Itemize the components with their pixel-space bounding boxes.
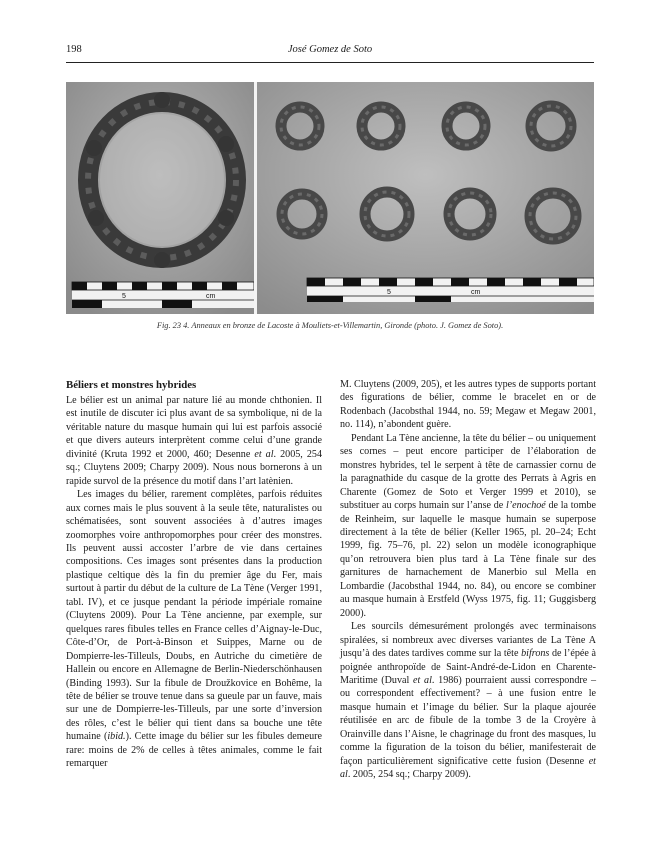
left-column bbox=[66, 378, 322, 771]
scale-unit-left: cm bbox=[206, 293, 216, 300]
paragraph: Le bélier est un animal par nature lié au monde chthonien. Il est inutile de discuter ici plus avant de sa symbolique, ni de la véritable nature du masque humain qui lui est parfois associé et que divers auteurs interprètent comme celui d’une grande divinité (Kruta 1992 et 2000, 460; Desenne et al. 2005, 254 sq.; Cluytens 2009; Charpy 2009). Nous nous bornerons à un rapide survol de la présence du motif dans l’art latènien. bbox=[66, 395, 323, 487]
paragraph: Pendant La Tène ancienne, la tête du bélier – ou uniquement ses cornes – peut encore participer de l’élaboration de monstres hybrides, tel le serpent à tête de carnassier cornu de la paragnathide du casque de la grotte des Perrats à Agris en Charente (Gomez de Soto et Verger 1999 et 2010), se substituer au corps humain sur l’anse de l’enochoé de la tombe de Reinheim, sur laquelle le masque humain se superpose directement à la tête de bélier (Keller 1965, pl. 20–24; Echt 1999, fig. 75–76, pl. 22) selon un modèle iconographique qu’on retrouvera bien plus tard à La Tène finale sur des garnitures de harnachement de Manerbio sul Mella en Lombardie (Jacobsthal 1944, no. 84), ou encore se combiner au masque humain à Erstfeld (Wyss 1975, fig. 11; Guggisberg 2000). bbox=[340, 432, 596, 619]
scale-label-left: 5 bbox=[122, 293, 126, 300]
paragraph: Les sourcils démesurément prolongés avec terminaisons spiralées, si nombreux avec diverses variantes de La Tène A jusqu’à des dates tardives comme sur la tête bifrons de l’épée à poignée anthropoïde de Saint-André-de-Lidon en Charente-Maritime (Duval et al. 1986) pourraient aussi correspondre – ou correspondent effectivement? – à une fusion entre le masque humain et l’image du bélier. Sur la plaque ajourée réutilisée en arc de fibule de la tombe 3 de la Croyère à Orainville dans l’Aisne, le chagrinage du front des masques, lu comme la figuration de la toison du bélier, manifesterait de façon particulièrement significative cette fusion (Desenne et al. 2005, 254 sq.; Charpy 2009). bbox=[340, 621, 597, 781]
figure-caption: Fig. 23 4. Anneaux en bronze de Lacoste à Mouliets-et-Villemartin, Gironde (photo. J. Gomez de Soto). bbox=[156, 321, 504, 330]
paragraph: M. Cluytens (2009, 205), et les autres types de supports portant des figurations de bélier, comme le bracelet en or de Rodenbach (Jacobsthal 1944, no. 59; Megaw et Megaw 2001, no. 114), n’abondent guère. bbox=[340, 379, 596, 431]
scale-label-right: 5 bbox=[387, 289, 391, 296]
running-head: José Gomez de Soto bbox=[287, 44, 373, 55]
page-number: 198 bbox=[66, 44, 82, 55]
scale-bar-left bbox=[72, 282, 254, 308]
small-rings-illustration bbox=[257, 82, 594, 314]
section-title: Béliers et monstres hybrides bbox=[66, 379, 197, 391]
right-column bbox=[340, 378, 596, 782]
photo-small-rings bbox=[257, 82, 594, 314]
photo-large-ring bbox=[66, 82, 254, 314]
large-ring-illustration bbox=[66, 82, 254, 314]
figure-photograph bbox=[66, 82, 594, 314]
page-header bbox=[66, 44, 594, 63]
paragraph: Les images du bélier, rarement complètes, parfois réduites aux cornes mais le plus souvent à la seule tête, naturalistes ou schématisées, sont souvent associées à d’autres images zoomorphes voire anthropomorphes pour créer des monstres. Ils peuvent aussi accoster l’arbre de vie dans certaines compositions. Ces images sont présentes dans la production plastique celtique dès la fin du premier âge du Fer, mais surtout à partir du début de la culture de La Tène (Verger 1991, tabl. IV), et ce jusque pendant la période impériale romaine (Cluytens 2009). Pour La Tène ancienne, par exemple, sur quelques rares fibules telles en France celles d’Aignay-le-Duc, Côte-d’Or, de Port-à-Binson et Suippes, Marne ou de Dompierre-les-Tilleuls, Doubs, en Autriche du cimetière de Hallein ou encore en Allemagne de Berlin-Niederschönhausen (Binding 1993). Sur la fibule de Droužkovice en Bohême, la tête de bélier se trouve tenue dans sa gueule par un fauve, mais sur une de Dompierre-les-Tilleuls, par une sorte d’inversion des rôles, c’est le bélier qui tient dans sa bouche une tête humaine (ibid.). Cette image du bélier sur les fibules demeure rare: moins de 2% de celles à têtes animales, comme le fait remarquer bbox=[66, 489, 322, 770]
scale-unit-right: cm bbox=[471, 289, 481, 296]
scale-bar-right bbox=[307, 278, 594, 302]
